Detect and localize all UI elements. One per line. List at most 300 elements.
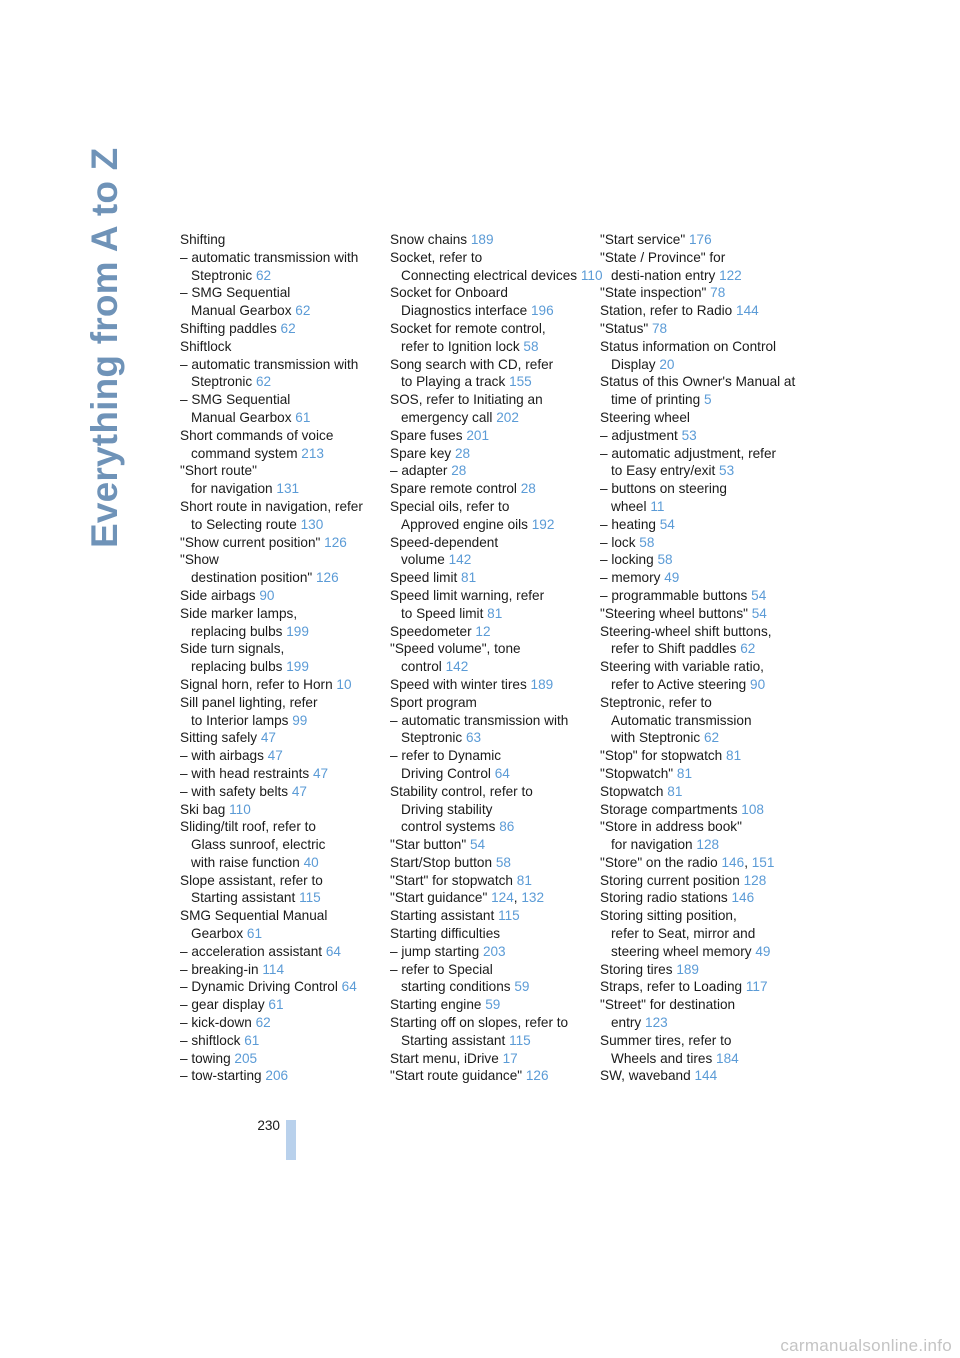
index-entry [390, 356, 590, 392]
index-entry [180, 284, 380, 320]
page-reference-link[interactable]: 128 [743, 872, 767, 888]
index-entry [180, 943, 380, 961]
page-reference-link[interactable]: 130 [300, 516, 324, 532]
page-reference-link[interactable]: 61 [244, 1032, 260, 1048]
index-entry [600, 783, 800, 801]
index-entry-text: – automatic transmission with Steptronic [390, 712, 569, 746]
index-entry-text: "Stopwatch" [600, 765, 674, 781]
page-reference-link[interactable]: 28 [455, 445, 471, 461]
index-entry [600, 480, 800, 516]
page-reference-link[interactable]: 124 [491, 890, 514, 906]
index-entry-text: – jump starting [390, 943, 480, 959]
index-entry [390, 231, 590, 249]
index-entry [600, 801, 800, 819]
page-reference-link[interactable]: 155 [509, 374, 532, 390]
watermark: carmanualsonline.info [780, 1336, 952, 1355]
page-reference-link[interactable]: 53 [681, 427, 697, 443]
index-entry [390, 623, 590, 641]
index-entry [180, 356, 380, 392]
index-entry-text: "Steering wheel buttons" [600, 605, 748, 621]
index-entry-text: Shifting paddles [180, 320, 277, 336]
page-reference-link[interactable]: 205 [234, 1050, 258, 1066]
index-entry-text: – automatic adjustment, refer to Easy entry/exit [600, 445, 777, 479]
page-reference-link[interactable]: 192 [531, 516, 555, 532]
index-entry-text: Summer tires, refer to Wheels and tires [600, 1032, 732, 1066]
index-entry-text: – automatic transmission with Steptronic [180, 356, 359, 390]
index-entry [180, 391, 380, 427]
index-entry-text: – SMG Sequential Manual Gearbox [180, 285, 292, 319]
index-entry-text: Speed with winter tires [390, 676, 527, 692]
index-entry [180, 1050, 380, 1068]
index-entry [390, 907, 590, 925]
index-entry [390, 498, 590, 534]
index-entry [390, 783, 590, 836]
index-entry-text: – heating [600, 516, 656, 532]
index-entry [180, 498, 380, 534]
page-number: 230 [257, 1118, 280, 1133]
index-entry-text: – adjustment [600, 427, 678, 443]
index-entry-text: Spare key [390, 445, 452, 461]
page-reference-link[interactable]: 54 [751, 587, 767, 603]
index-entry [390, 587, 590, 623]
index-entry [600, 961, 800, 979]
index-entry [600, 409, 800, 427]
index-entry [600, 516, 800, 534]
page-reference-link[interactable]: 81 [461, 570, 477, 586]
index-entry [180, 783, 380, 801]
page-reference-link[interactable]: 59 [514, 979, 530, 995]
index-entry-text: Socket for remote control, refer to Ignition lock [390, 320, 546, 354]
index-entry-text: Socket, refer to Connecting electrical devices [390, 249, 578, 283]
page-reference-link[interactable]: 86 [499, 819, 515, 835]
index-entry [390, 249, 603, 285]
index-entry-text: "Street" for destination entry [600, 997, 736, 1031]
page-reference-link[interactable]: 202 [496, 409, 519, 425]
index-entry-text: Ski bag [180, 801, 226, 817]
page-reference-link[interactable]: 54 [659, 516, 675, 532]
index-entry-text: Sliding/tilt roof, refer to Glass sunroof, electric with raise function [180, 819, 326, 870]
index-entry-text: "Short route" for navigation [180, 463, 273, 497]
page-reference-link[interactable]: 126 [324, 534, 347, 550]
page-reference-link[interactable]: 49 [755, 943, 771, 959]
index-entry [180, 676, 380, 694]
page-reference-link[interactable]: 110 [580, 267, 603, 283]
page-marker-bar [286, 1120, 296, 1160]
page-reference-link[interactable]: 189 [470, 232, 494, 247]
index-entry-text: Storing tires [600, 961, 673, 977]
index-entry [390, 712, 590, 748]
index-entry [390, 836, 590, 854]
index-entry-text: – refer to Dynamic Driving Control [390, 748, 502, 781]
index-entry [600, 534, 800, 552]
index-entry [600, 996, 800, 1032]
index-entry-text: "State / Province" for desti-nation entry [600, 249, 726, 283]
index-entry-text: Speed-dependent volume [390, 534, 499, 568]
index-entry [600, 1032, 800, 1068]
index-entry-text: – with head restraints [180, 765, 310, 781]
page-reference-link[interactable]: 78 [651, 320, 668, 336]
page-reference-link[interactable]: 47 [267, 748, 283, 764]
index-entry-text: Speed limit [390, 570, 458, 586]
index-entry-text: Starting assistant [390, 908, 495, 924]
index-entry-text: "Star button" [390, 837, 467, 853]
index-entry-text: – memory [600, 570, 661, 586]
page-reference-link[interactable]: 196 [530, 303, 554, 319]
index-entry [180, 231, 380, 249]
page-reference-link[interactable]: 12 [475, 623, 491, 639]
page-reference-link[interactable]: 142 [445, 659, 469, 675]
index-entry-text: Straps, refer to Loading [600, 979, 743, 995]
page-reference-link[interactable]: 17 [502, 1050, 518, 1066]
index-entry-text: – kick-down [180, 1015, 252, 1031]
index-entry-text: SW, waveband [600, 1068, 691, 1084]
index-entry [390, 640, 590, 676]
index-entry-text: – lock [600, 534, 636, 550]
index-entry-text: Status information on Control Display [600, 338, 777, 372]
index-entry-text: Storing current position [600, 872, 740, 888]
index-entry [180, 640, 380, 676]
page-reference-link[interactable]: 115 [498, 908, 520, 924]
page-reference-link[interactable]: 28 [520, 481, 536, 497]
index-entry-text: – refer to Special starting conditions [390, 961, 511, 995]
index-entry-text: Side airbags [180, 587, 256, 603]
page-reference-link[interactable]: 63 [466, 730, 482, 746]
index-entry-text: "Speed volume", tone control [390, 641, 521, 675]
index-entry [180, 818, 380, 871]
page-reference-link[interactable]: 184 [716, 1050, 739, 1066]
index-entry [600, 818, 800, 854]
index-entry-text: Spare remote control [390, 481, 517, 497]
page-reference-link[interactable]: 47 [313, 765, 329, 781]
index-entry-text: SOS, refer to Initiating an emergency call [390, 392, 543, 425]
index-entry [390, 462, 590, 480]
index-entry [180, 694, 380, 730]
index-entry-text: Steptronic, refer to Automatic transmission with Steptronic [600, 694, 752, 746]
page-reference-link[interactable]: 189 [530, 676, 554, 692]
index-entry [180, 534, 380, 552]
page-reference-link[interactable]: 206 [265, 1068, 289, 1084]
page-reference-link[interactable]: 10 [336, 676, 352, 692]
index-entry [180, 765, 380, 783]
page-reference-link[interactable]: 146 [721, 854, 745, 870]
page-reference-link[interactable]: 201 [466, 427, 490, 443]
index-entry [390, 925, 590, 943]
page-reference-link[interactable]: 132 [521, 890, 545, 906]
page-reference-link[interactable]: 213 [301, 445, 324, 461]
index-entry-text: – adapter [390, 463, 448, 479]
page-reference-link[interactable]: 5 [703, 392, 712, 408]
page-reference-link[interactable]: 110 [229, 801, 251, 817]
index-entry-text: "Start guidance" [390, 890, 488, 906]
index-entry-text: "Show destination position" [180, 552, 313, 586]
index-entry [390, 1014, 590, 1050]
index-entry-text: – buttons on steering wheel [600, 481, 727, 514]
index-entry [600, 249, 800, 285]
page-reference-link[interactable]: 61 [246, 926, 263, 942]
index-entry [180, 551, 380, 587]
index-entry [600, 694, 800, 747]
index-entry [180, 747, 380, 765]
index-entry [180, 907, 380, 943]
index-entry-text: Storing radio stations [600, 890, 728, 906]
index-entry-text: – locking [600, 552, 654, 568]
index-entry-text: – SMG Sequential Manual Gearbox [180, 392, 292, 425]
index-column-2 [390, 231, 603, 1085]
index-entry [180, 1014, 380, 1032]
index-entry-text: Shifting [180, 232, 226, 247]
page-reference-link[interactable]: 128 [696, 837, 720, 853]
index-entry [180, 249, 380, 285]
index-entry [600, 445, 800, 481]
page-reference-link[interactable]: 59 [485, 997, 501, 1013]
index-entry-text: Sill panel lighting, refer to Interior lamps [180, 694, 318, 728]
index-entry [180, 872, 380, 908]
page-reference-link[interactable]: 54 [469, 837, 486, 853]
index-entry-text: Sitting safely [180, 730, 258, 746]
index-entry [600, 338, 800, 374]
index-entry-text: "Start service" [600, 232, 686, 247]
page-reference-link[interactable]: 62 [256, 267, 272, 283]
index-entry-text: Storing sitting position, refer to Seat, mirror and steering wheel memory [600, 908, 756, 959]
index-entry-text: "Store" on the radio [600, 854, 718, 870]
index-entry [180, 996, 380, 1014]
index-entry-text: "Status" [600, 320, 649, 336]
page-reference-link[interactable]: 64 [325, 943, 341, 959]
index-entry [600, 605, 800, 623]
index-entry [390, 996, 590, 1014]
index-entry [390, 694, 590, 712]
index-entry [390, 445, 590, 463]
index-entry-text: Special oils, refer to Approved engine oils [390, 498, 528, 532]
page-reference-link[interactable]: 90 [750, 676, 766, 692]
index-column-1 [180, 231, 380, 1085]
index-entry-text: "Start route guidance" [390, 1068, 523, 1084]
index-entry [600, 320, 800, 338]
page-reference-link[interactable]: 53 [719, 463, 735, 479]
page-reference-link[interactable]: 81 [726, 748, 742, 764]
page-reference-link[interactable]: 144 [736, 303, 759, 319]
index-entry [600, 427, 800, 445]
index-entry [600, 658, 800, 694]
index-entry [180, 462, 380, 498]
index-entry [600, 231, 800, 249]
page-reference-link[interactable]: 58 [639, 534, 655, 550]
index-entry-text: SMG Sequential Manual Gearbox [180, 908, 328, 942]
index-entry [390, 854, 590, 872]
page-reference-link[interactable]: 126 [525, 1068, 549, 1084]
index-entry-text: – Dynamic Driving Control [180, 979, 338, 995]
page-reference-link[interactable]: 126 [316, 570, 339, 586]
index-entry [180, 605, 380, 641]
index-entry-text: Song search with CD, refer to Playing a track [390, 356, 554, 390]
page-reference-link[interactable]: 62 [256, 374, 272, 390]
index-entry-text: Start/Stop button [390, 854, 493, 870]
index-entry-text: "Stop" for stopwatch [600, 748, 723, 764]
index-entry-text: – shiftlock [180, 1032, 241, 1048]
page-reference-link[interactable]: 189 [676, 961, 699, 977]
page-reference-link[interactable]: 146 [731, 890, 755, 906]
index-entry [390, 534, 590, 570]
index-entry-text: – with airbags [180, 748, 264, 764]
index-entry [390, 1067, 590, 1085]
page-reference-link[interactable]: 64 [341, 979, 357, 995]
index-entry [180, 320, 380, 338]
index-entry-text: "Store in address book" for navigation [600, 819, 742, 853]
page-reference-link[interactable]: 62 [280, 320, 296, 336]
index-entry [180, 338, 380, 356]
page-reference-link[interactable]: 62 [703, 730, 720, 746]
page-reference-link[interactable]: 99 [292, 712, 308, 728]
page-reference-link[interactable]: 122 [719, 267, 742, 283]
index-entry [600, 889, 800, 907]
index-entry [390, 1050, 590, 1068]
page-reference-link[interactable]: 49 [664, 570, 680, 586]
page-reference-link[interactable]: 62 [740, 641, 756, 657]
page-reference-link[interactable]: 203 [482, 943, 506, 959]
page-reference-link[interactable]: 20 [659, 356, 675, 372]
index-entry [600, 587, 800, 605]
index-entry [600, 978, 800, 996]
index-entry [600, 747, 800, 765]
page-reference-link[interactable]: 90 [259, 587, 275, 603]
index-entry [390, 427, 590, 445]
index-entry-text: "Show current position" [180, 534, 321, 550]
index-entry-text: – automatic transmission with Steptronic [180, 249, 359, 283]
index-entry-text: Side marker lamps, replacing bulbs [180, 605, 298, 639]
index-entry-text: – breaking-in [180, 961, 259, 977]
index-entry [600, 551, 800, 569]
index-entry-text: Station, refer to Radio [600, 303, 733, 319]
index-entry-text: Steering with variable ratio, refer to Active steering [600, 659, 764, 692]
index-entry-text: Speedometer [390, 623, 472, 639]
index-entry-text: "Start" for stopwatch [390, 872, 513, 888]
index-entry [180, 427, 380, 463]
index-entry-text: Starting engine [390, 997, 482, 1013]
page-reference-link[interactable]: 58 [657, 552, 673, 568]
page-reference-link[interactable]: 115 [299, 890, 321, 906]
index-entry-text: Signal horn, refer to Horn [180, 676, 333, 692]
page-reference-link[interactable]: 54 [751, 605, 767, 621]
page-reference-link[interactable]: 115 [509, 1032, 531, 1048]
index-entry-text: Short commands of voice command system [180, 427, 334, 461]
index-entry-text: – gear display [180, 997, 265, 1013]
page-reference-link[interactable]: 61 [268, 997, 284, 1013]
page-reference-link[interactable]: 123 [645, 1015, 668, 1031]
page-reference-link[interactable]: 199 [286, 659, 309, 675]
page-reference-link[interactable]: 114 [262, 961, 285, 977]
page-reference-link[interactable]: 64 [494, 765, 510, 781]
index-entry-text: Spare fuses [390, 427, 463, 443]
page-reference-link[interactable]: 117 [745, 979, 768, 995]
page-reference-link[interactable]: 108 [741, 801, 764, 817]
page-reference-link[interactable]: 47 [291, 783, 307, 799]
page-reference-link[interactable]: 40 [303, 854, 319, 870]
index-entry [390, 391, 590, 427]
page-reference-link[interactable]: 151 [751, 854, 775, 870]
index-entry-text: Steering wheel [600, 409, 690, 425]
index-entry-text: Socket for Onboard Diagnostics interface [390, 285, 528, 319]
index-entry-text: – acceleration assistant [180, 943, 323, 959]
index-entry [600, 765, 800, 783]
index-entry [390, 569, 590, 587]
index-entry-text: Speed limit warning, refer to Speed limit [390, 587, 545, 621]
page-reference-link[interactable]: 62 [255, 1015, 271, 1031]
page-reference-link[interactable]: 144 [694, 1068, 718, 1084]
index-entry [180, 801, 380, 819]
page-reference-link[interactable]: 11 [650, 498, 665, 514]
index-entry-text: Starting off on slopes, refer to Starting assistant [390, 1015, 569, 1048]
index-column-3 [600, 231, 800, 1085]
index-entry [180, 1067, 380, 1085]
index-entry-text: Status of this Owner's Manual at time of printing [600, 374, 796, 408]
index-entry [180, 729, 380, 747]
index-entry [600, 302, 800, 320]
index-entry [390, 284, 590, 320]
index-entry [390, 480, 590, 498]
index-entry-text: – tow-starting [180, 1068, 262, 1084]
index-entry-text: Stopwatch [600, 783, 664, 799]
index-entry-text: "State inspection" [600, 285, 707, 301]
index-entry [180, 978, 380, 996]
index-entry-text: Shiftlock [180, 338, 232, 354]
page-reference-link[interactable]: 28 [451, 463, 467, 479]
page-reference-link[interactable]: 81 [676, 765, 693, 781]
page-reference-link[interactable]: 81 [516, 872, 532, 888]
index-entry [390, 872, 590, 890]
index-entry [390, 943, 590, 961]
index-entry-text: Slope assistant, refer to Starting assistant [180, 872, 323, 906]
index-entry [390, 747, 590, 783]
index-entry [600, 623, 800, 659]
page-reference-link[interactable]: 47 [260, 730, 276, 746]
page-reference-link[interactable]: 78 [710, 285, 726, 301]
index-entry-text: Storage compartments [600, 801, 738, 817]
index-entry [600, 872, 800, 890]
index-entry-text: – towing [180, 1050, 231, 1066]
index-entry [390, 961, 590, 997]
page-reference-link[interactable]: 199 [286, 623, 309, 639]
index-entry: "Store" on the radio 146, 151 [600, 854, 775, 870]
index-entry-text: Sport program [390, 694, 477, 710]
index-entry-text: Side turn signals, replacing bulbs [180, 641, 285, 675]
page-reference-link[interactable]: 81 [487, 605, 503, 621]
page-reference-link[interactable]: 81 [667, 783, 683, 799]
index-entry [600, 373, 800, 409]
index-entry [180, 1032, 380, 1050]
index-entry-text: Short route in navigation, refer to Selecting route [180, 498, 363, 532]
index-entry-text: – with safety belts [180, 783, 289, 799]
index-entry [600, 569, 800, 587]
index-entry-text: Steering-wheel shift buttons, refer to Shift paddles [600, 623, 772, 657]
page-reference-link[interactable]: 58 [495, 854, 511, 870]
index-entry-text: Starting difficulties [390, 926, 501, 942]
index-entry [600, 907, 800, 960]
index-entry-text: Stability control, refer to Driving stability control systems [390, 783, 533, 835]
page-reference-link[interactable]: 58 [523, 338, 539, 354]
index-entry [600, 1067, 800, 1085]
page-reference-link[interactable]: 131 [276, 481, 300, 497]
index-entry-text: – programmable buttons [600, 587, 748, 603]
page-reference-link[interactable]: 62 [295, 303, 311, 319]
side-title [74, 0, 164, 1358]
index-entry [390, 676, 590, 694]
side-title-text: Everything from A to Z [84, 147, 125, 548]
page-reference-link[interactable]: 61 [295, 409, 311, 425]
page-reference-link[interactable]: 142 [448, 552, 472, 568]
index-entry [180, 961, 380, 979]
index-entry [180, 587, 380, 605]
page-reference-link[interactable]: 176 [688, 232, 712, 247]
